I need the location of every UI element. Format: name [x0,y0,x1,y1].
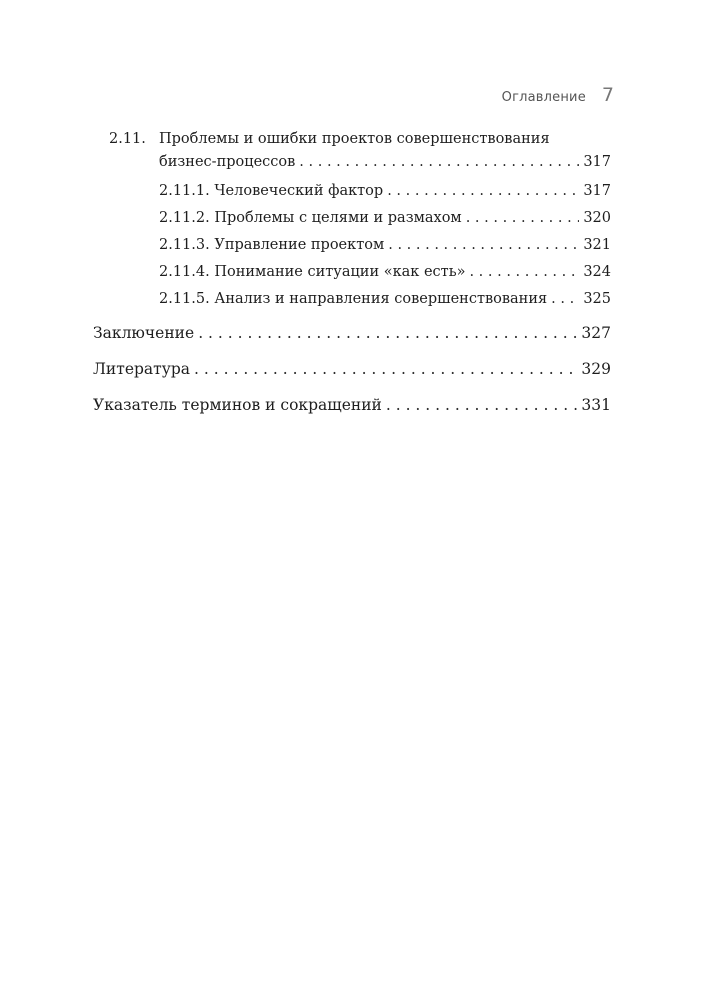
section-title-line1: Проблемы и ошибки проектов совершенствования [159,131,550,147]
running-title: Оглавление [501,90,586,105]
toc-entry-page: 331 [581,396,611,414]
toc-entry-label: Литература [93,360,191,378]
toc-entry-label: Указатель терминов и сокращений [93,396,382,414]
toc-entry-literature[interactable] [93,360,611,378]
toc-entry-label: 2.11.5. Анализ и направления совершенствования [159,291,548,307]
section-heading[interactable] [109,131,550,147]
toc-entry-label: 2.11.1. Человеческий фактор [159,183,384,199]
dot-leader [551,291,579,307]
section-title-line2: бизнес-процессов [159,154,296,170]
toc-entry-label: 2.11.3. Управление проектом [159,237,385,253]
section-page: 317 [583,154,611,170]
toc-entry-conclusion[interactable] [93,324,611,342]
dot-leader [386,396,578,414]
toc-entry-page: 325 [583,291,611,307]
toc-entry-page: 320 [583,210,611,226]
section-title-continuation[interactable] [159,154,611,170]
toc-entry-page: 324 [583,264,611,280]
toc-entry-label: 2.11.2. Проблемы с целями и размахом [159,210,462,226]
toc-entry-2-11-2[interactable] [159,210,611,226]
running-head [502,84,614,106]
toc-entry-2-11-1[interactable] [159,183,611,199]
toc-entry-2-11-4[interactable] [159,264,611,280]
toc-entry-2-11-3[interactable] [159,237,611,253]
toc-entry-page: 329 [581,360,611,378]
toc-entry-label: 2.11.4. Понимание ситуации «как есть» [159,264,466,280]
dot-leader [299,154,579,170]
dot-leader [194,360,577,378]
toc-entry-2-11-5[interactable] [159,291,611,307]
dot-leader [388,237,579,253]
toc-entry-page: 317 [583,183,611,199]
toc-entry-page: 321 [583,237,611,253]
toc-entry-page: 327 [581,324,611,342]
dot-leader [469,264,579,280]
toc-entry-label: Заключение [93,324,195,342]
section-number: 2.11. [109,131,146,147]
dot-leader [466,210,580,226]
dot-leader [198,324,577,342]
dot-leader [387,183,579,199]
toc-entry-index[interactable] [93,396,611,414]
page-number: 7 [601,84,614,106]
